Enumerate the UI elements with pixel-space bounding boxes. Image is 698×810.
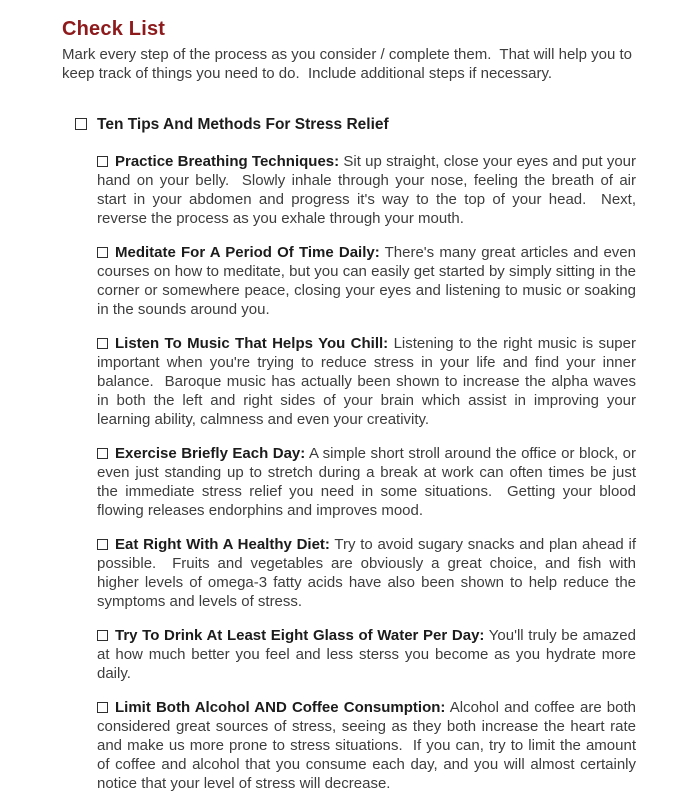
item-label: Limit Both Alcohol AND Coffee Consumption: (115, 699, 446, 716)
checklist-items (97, 152, 636, 793)
item-text: You'll truly be amazed at how much better you feel and less sterss you become as you hydrate more daily. (97, 627, 636, 682)
intro-text: Mark every step of the process as you consider / complete them. That will help you to keep track of things you need to do. Include additional steps if necessary. (62, 46, 632, 82)
section-heading-label: Ten Tips And Methods For Stress Relief (97, 116, 389, 133)
item-text: Listening to the right music is super important when you're trying to reduce stress in your life and find your inner balance. Baroque music has actually been shown to increase the alpha waves in both the left and right sides of your brain which assist in improving your learning ability, calmness and even your creativity. (97, 335, 636, 428)
item-checkbox-icon[interactable] (97, 702, 108, 713)
item-label: Exercise Briefly Each Day: (115, 445, 306, 462)
item-text: There's many great articles and even courses on how to meditate, but you can easily get started by simply sitting in the corner or somewhere peace, closing your eyes and listening to music or soaking in the sounds around you. (97, 244, 636, 318)
checklist-item (97, 626, 636, 683)
item-label: Meditate For A Period Of Time Daily: (115, 244, 380, 261)
item-label: Listen To Music That Helps You Chill: (115, 335, 389, 352)
item-label: Eat Right With A Healthy Diet: (115, 536, 330, 553)
checklist-item (97, 698, 636, 793)
item-label: Practice Breathing Techniques: (115, 153, 340, 170)
item-text: A simple short stroll around the office or block, or even just standing up to stretch during a break at work can often times be just the immediate stress relief you need in some situations. Getting your blood flowing releases endorphins and improves mood. (97, 445, 637, 519)
section-checkbox-icon[interactable] (75, 118, 87, 130)
section-heading-row (75, 114, 636, 135)
item-checkbox-icon[interactable] (97, 156, 108, 167)
checklist-item (97, 334, 636, 429)
item-checkbox-icon[interactable] (97, 448, 108, 459)
item-label: Try To Drink At Least Eight Glass of Water Per Day: (115, 627, 485, 644)
item-checkbox-icon[interactable] (97, 539, 108, 550)
checklist-item (97, 152, 636, 228)
item-checkbox-icon[interactable] (97, 247, 108, 258)
item-text: Alcohol and coffee are both considered great sources of stress, seeing as they both increase the heart rate and make us more prone to stress situations. If you can, try to limit the amount of coffee and alcohol that you consume each day, and you will almost certainly notice that your level of stress will decrease. (97, 699, 636, 792)
checklist-item (97, 535, 636, 611)
checklist-item (97, 243, 636, 319)
page-title: Check List (62, 18, 166, 40)
item-text: Try to avoid sugary snacks and plan ahead if possible. Fruits and vegetables are obviously a great choice, and fish with higher levels of omega-3 fatty acids have also been shown to help reduce the symptoms and levels of stress. (97, 536, 636, 610)
item-checkbox-icon[interactable] (97, 630, 108, 641)
checklist-item (97, 444, 636, 520)
item-checkbox-icon[interactable] (97, 338, 108, 349)
item-text: Sit up straight, close your eyes and put your hand on your belly. Slowly inhale through your nose, feeling the breath of air start in your abdomen and progress it's way to the top of your head. Next, reverse the process as you exhale through your mouth. (97, 153, 636, 227)
